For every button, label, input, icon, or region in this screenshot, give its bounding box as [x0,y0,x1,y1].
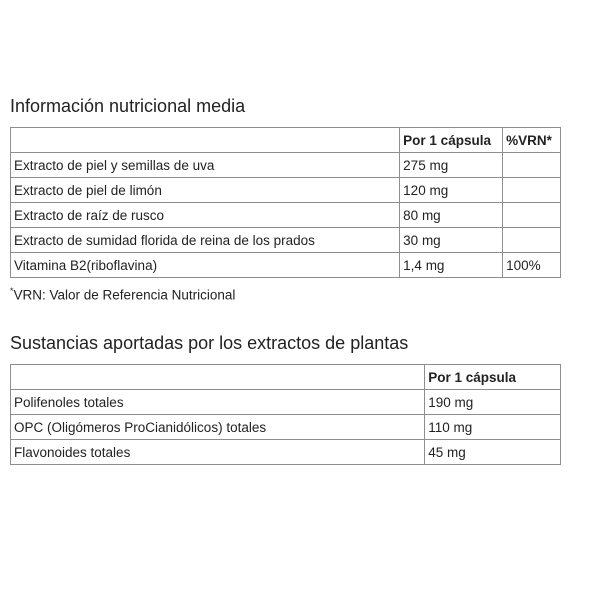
table-row [11,390,561,415]
substance-cell: Flavonoides totales [11,440,425,465]
table-header-row [11,128,561,153]
nutrition-table [10,127,561,278]
table-row [11,203,561,228]
amount-cell: 120 mg [400,178,503,203]
plant-substances-title: Sustancias aportadas por los extractos de plantas [10,333,409,353]
header-cell-ingredient [11,128,400,153]
nutrition-info-title: Información nutricional media [10,96,246,116]
vrn-cell [503,178,561,203]
table-row [11,153,561,178]
amount-cell: 110 mg [425,415,561,440]
table-row [11,228,561,253]
ingredient-cell: Extracto de piel de limón [11,178,400,203]
substance-cell: OPC (Oligómeros ProCianidólicos) totales [11,415,425,440]
ingredient-cell: Vitamina B2(riboflavina) [11,253,400,278]
vrn-footnote [10,286,235,303]
amount-cell: 1,4 mg [400,253,503,278]
table-row [11,178,561,203]
table-row [11,253,561,278]
footnote-mark: * [10,286,14,296]
header-cell-per-capsule: Por 1 cápsula [425,365,561,390]
table-header-row [11,365,561,390]
amount-cell: 190 mg [425,390,561,415]
amount-cell: 275 mg [400,153,503,178]
table-row [11,415,561,440]
vrn-cell [503,153,561,178]
footnote-text: VRN: Valor de Referencia Nutricional [13,287,236,303]
amount-cell: 45 mg [425,440,561,465]
ingredient-cell: Extracto de sumidad florida de reina de los prados [11,228,400,253]
amount-cell: 30 mg [400,228,503,253]
header-cell-substance [11,365,425,390]
ingredient-cell: Extracto de raíz de rusco [11,203,400,228]
header-cell-per-capsule: Por 1 cápsula [400,128,503,153]
substance-cell: Polifenoles totales [11,390,425,415]
table-row [11,440,561,465]
header-cell-vrn: %VRN* [503,128,561,153]
vrn-cell [503,203,561,228]
vrn-cell: 100% [503,253,561,278]
vrn-cell [503,228,561,253]
ingredient-cell: Extracto de piel y semillas de uva [11,153,400,178]
amount-cell: 80 mg [400,203,503,228]
plant-substances-table [10,364,561,465]
